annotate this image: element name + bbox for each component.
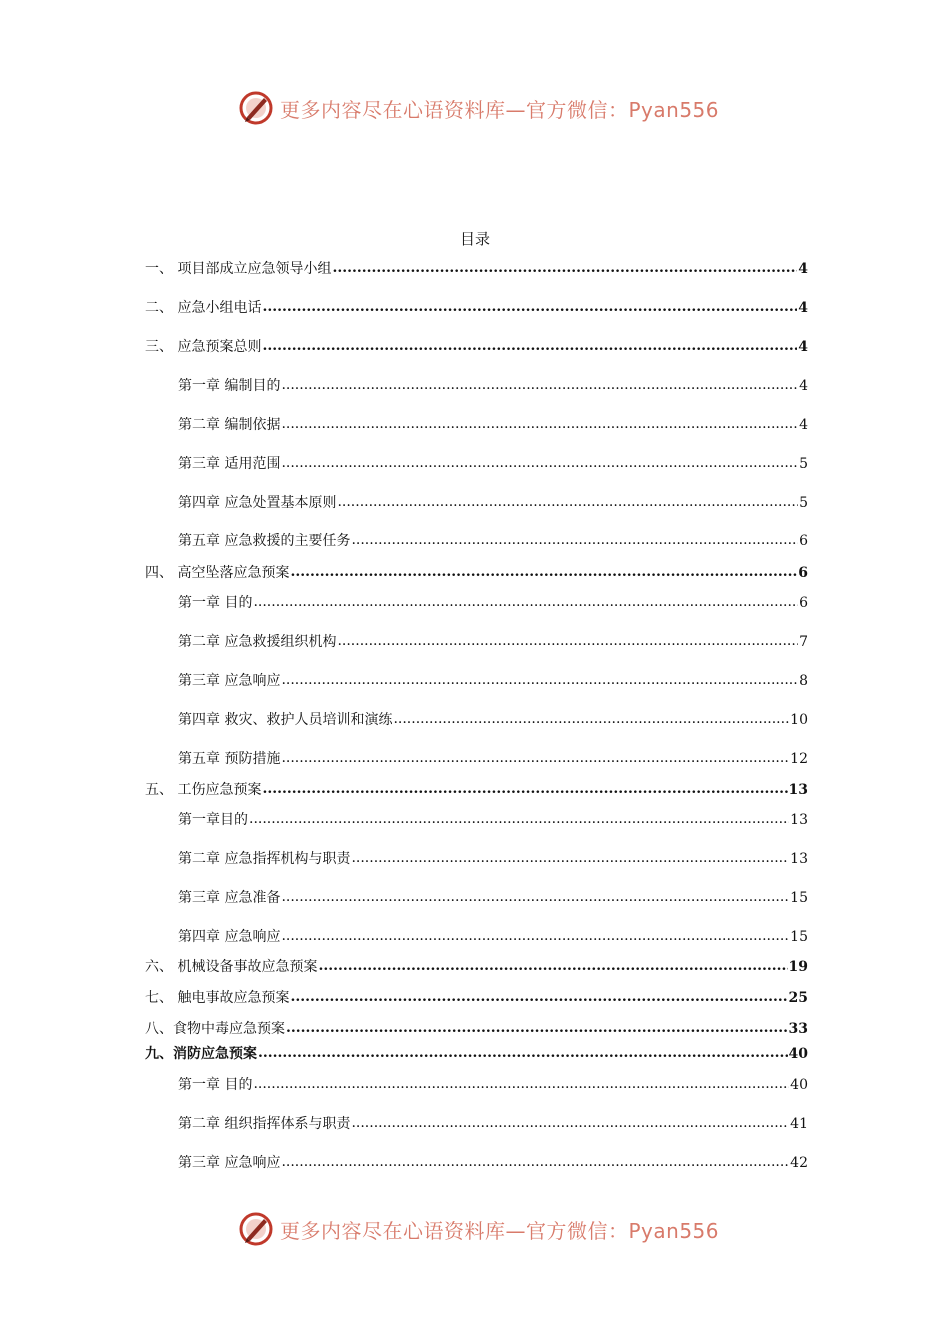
toc-entry-label: 第一章目的: [178, 812, 248, 828]
pen-logo-icon: [238, 90, 274, 126]
toc-entry[interactable]: [145, 299, 808, 317]
toc-entry-page: 42: [790, 1155, 808, 1171]
toc-entry-label: 九、消防应急预案: [145, 1046, 257, 1062]
toc-entry-page: 19: [788, 959, 808, 975]
dot-leader: [351, 849, 789, 867]
toc-entry-label: 第一章 编制目的: [178, 378, 281, 394]
dot-leader: [281, 1153, 789, 1171]
dot-leader: [281, 927, 789, 945]
toc-entry-label: 第三章 适用范围: [178, 456, 281, 472]
toc-entry[interactable]: [178, 633, 808, 651]
toc-entry-label: 八、食物中毒应急预案: [145, 1021, 285, 1037]
toc-entry-label: 第五章 预防措施: [178, 751, 281, 767]
toc-entry-page: 25: [788, 990, 808, 1006]
toc-entry-page: 41: [790, 1116, 808, 1132]
toc-entry-page: 13: [790, 851, 808, 867]
dot-leader: [286, 1019, 788, 1037]
toc-entry-label: 第三章 应急准备: [178, 890, 281, 906]
dot-leader: [281, 376, 798, 394]
dot-leader: [258, 1044, 788, 1062]
toc-entry[interactable]: [145, 564, 808, 582]
toc-entry-page: 12: [790, 751, 808, 767]
dot-leader: [253, 593, 798, 611]
dot-leader: [337, 632, 798, 650]
toc-entry[interactable]: [178, 711, 808, 729]
toc-entry-label: 第二章 应急救援组织机构: [178, 634, 337, 650]
toc-entry-label: 五、 工伤应急预案: [145, 782, 262, 798]
toc-entry-page: 15: [790, 890, 808, 906]
dot-leader: [249, 810, 789, 828]
toc-entry-page: 6: [799, 595, 808, 611]
toc-entry[interactable]: [178, 672, 808, 690]
toc-entry-label: 六、 机械设备事故应急预案: [145, 959, 318, 975]
toc-entry[interactable]: [145, 958, 808, 976]
toc-entry-page: 4: [798, 339, 808, 355]
pen-logo-icon: [238, 1211, 274, 1247]
toc-entry-page: 6: [799, 533, 808, 549]
toc-entry-label: 第二章 编制依据: [178, 417, 281, 433]
toc-entry[interactable]: [178, 594, 808, 612]
dot-leader: [262, 780, 787, 798]
toc-entry-page: 13: [790, 812, 808, 828]
toc-entry-label: 第三章 应急响应: [178, 673, 281, 689]
toc-entry-page: 6: [798, 565, 808, 581]
toc-entry[interactable]: [178, 811, 808, 829]
toc-entry-page: 40: [790, 1077, 808, 1093]
toc-entry[interactable]: [178, 494, 808, 512]
toc-entry[interactable]: [145, 1045, 808, 1063]
toc-entry-label: 二、 应急小组电话: [145, 300, 262, 316]
dot-leader: [281, 749, 789, 767]
toc-entry-page: 4: [798, 300, 808, 316]
watermark-banner-bottom: [238, 1209, 719, 1249]
toc-entry-page: 15: [790, 929, 808, 945]
toc-entry[interactable]: [178, 750, 808, 768]
toc-entry[interactable]: [145, 781, 808, 799]
toc-entry-page: 8: [799, 673, 808, 689]
toc-entry[interactable]: [178, 1154, 808, 1172]
dot-leader: [281, 415, 798, 433]
toc-entry[interactable]: [145, 989, 808, 1007]
dot-leader: [351, 531, 798, 549]
toc-entry-page: 5: [799, 456, 808, 472]
toc-entry[interactable]: [178, 1115, 808, 1133]
dot-leader: [318, 957, 787, 975]
toc-entry-label: 第二章 组织指挥体系与职责: [178, 1116, 351, 1132]
toc-entry-page: 4: [799, 378, 808, 394]
toc-title: 目录: [459, 230, 490, 248]
dot-leader: [281, 671, 798, 689]
toc-entry-label: 三、 应急预案总则: [145, 339, 262, 355]
dot-leader: [393, 710, 789, 728]
toc-entry[interactable]: [178, 455, 808, 473]
toc-entry-label: 第一章 目的: [178, 595, 253, 611]
watermark-text: 更多内容尽在心语资料库—官方微信：Pyan556: [280, 1218, 720, 1243]
watermark-banner-top: [238, 88, 719, 128]
toc-entry-label: 一、 项目部成立应急领导小组: [145, 261, 332, 277]
toc-entry[interactable]: [145, 260, 808, 278]
toc-entry-page: 4: [798, 261, 808, 277]
dot-leader: [351, 1114, 789, 1132]
toc-entry[interactable]: [145, 1020, 808, 1038]
toc-entry[interactable]: [178, 532, 808, 550]
toc-entry-page: 10: [790, 712, 808, 728]
toc-entry-label: 第四章 救灾、救护人员培训和演练: [178, 712, 393, 728]
toc-entry-page: 13: [788, 782, 808, 798]
toc-entry-label: 第三章 应急响应: [178, 1155, 281, 1171]
toc-entry[interactable]: [178, 850, 808, 868]
toc-entry-page: 40: [788, 1046, 808, 1062]
toc-entry-label: 第一章 目的: [178, 1077, 253, 1093]
toc-entry-page: 4: [799, 417, 808, 433]
toc-entry-page: 33: [788, 1021, 808, 1037]
toc-entry-label: 第五章 应急救援的主要任务: [178, 533, 351, 549]
dot-leader: [262, 298, 797, 316]
toc-entry-label: 第四章 应急处置基本原则: [178, 495, 337, 511]
dot-leader: [290, 563, 797, 581]
toc-entry-page: 5: [799, 495, 808, 511]
dot-leader: [332, 259, 797, 277]
toc-entry[interactable]: [178, 928, 808, 946]
toc-entry-label: 第二章 应急指挥机构与职责: [178, 851, 351, 867]
toc-entry-label: 四、 高空坠落应急预案: [145, 565, 290, 581]
dot-leader: [253, 1075, 789, 1093]
dot-leader: [281, 888, 789, 906]
toc-entry-label: 第四章 应急响应: [178, 929, 281, 945]
dot-leader: [281, 454, 798, 472]
toc-entry-page: 7: [799, 634, 808, 650]
toc-entry[interactable]: [178, 889, 808, 907]
toc-entry[interactable]: [145, 338, 808, 356]
watermark-text: 更多内容尽在心语资料库—官方微信：Pyan556: [280, 97, 720, 122]
toc-entry[interactable]: [178, 416, 808, 434]
toc-entry[interactable]: [178, 1076, 808, 1094]
toc-entry-label: 七、 触电事故应急预案: [145, 990, 290, 1006]
dot-leader: [290, 988, 787, 1006]
dot-leader: [337, 493, 798, 511]
toc-entry[interactable]: [178, 377, 808, 395]
dot-leader: [262, 337, 797, 355]
